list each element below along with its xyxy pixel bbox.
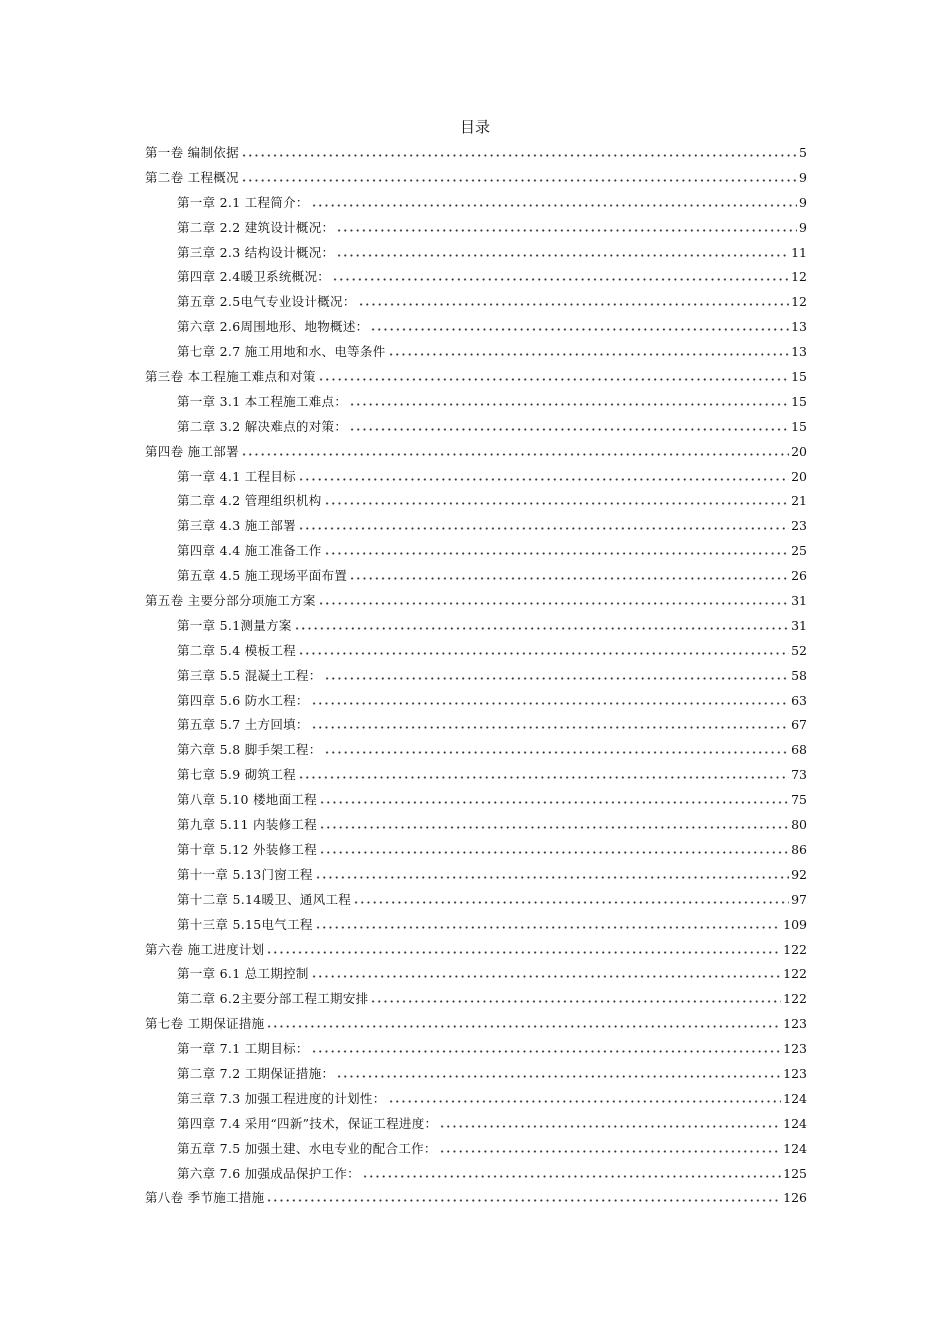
toc-entry-page-number: 67	[791, 717, 807, 733]
toc-entry-label: 第二章 6.2主要分部工程工期安排	[177, 991, 369, 1007]
toc-entry-label: 第一章 7.1 工期目标：	[177, 1041, 309, 1057]
toc-dot-leader	[298, 468, 789, 482]
toc-entry-label: 第三章 4.3 施工部署	[177, 518, 296, 534]
toc-entry-label: 第三卷 本工程施工难点和对策	[145, 369, 316, 385]
toc-entry-page-number: 126	[783, 1190, 807, 1206]
toc-entry-chapter[interactable]	[145, 317, 807, 342]
toc-entry-page-number: 11	[791, 244, 807, 260]
toc-entry-label: 第五章 5.7 土方回填：	[177, 717, 309, 733]
toc-entry-label: 第四章 2.4暖卫系统概况：	[177, 269, 331, 285]
toc-entry-volume[interactable]	[145, 1014, 807, 1039]
toc-entry-label: 第二章 7.2 工期保证措施：	[177, 1065, 335, 1081]
toc-entry-chapter[interactable]	[145, 691, 807, 716]
toc-dot-leader	[319, 816, 789, 830]
toc-dot-leader	[362, 1165, 781, 1179]
toc-dot-leader	[266, 1015, 781, 1029]
toc-entry-label: 第一章 6.1 总工期控制	[177, 966, 309, 982]
toc-entry-page-number: 9	[799, 219, 807, 235]
toc-dot-leader	[298, 517, 789, 531]
toc-entry-page-number: 31	[791, 617, 807, 633]
toc-entry-chapter[interactable]	[145, 715, 807, 740]
toc-entry-chapter[interactable]	[145, 740, 807, 765]
toc-entry-chapter[interactable]	[145, 1039, 807, 1064]
toc-dot-leader	[294, 617, 789, 631]
toc-entry-page-number: 63	[791, 692, 807, 708]
toc-title: 目录	[459, 118, 490, 136]
toc-entry-page-number: 21	[791, 493, 807, 509]
toc-entry-page-number: 125	[783, 1165, 807, 1181]
toc-entry-page-number: 15	[791, 393, 807, 409]
toc-entry-page-number: 73	[791, 767, 807, 783]
toc-entry-chapter[interactable]	[145, 616, 807, 641]
toc-entry-page-number: 123	[783, 1041, 807, 1057]
toc-entry-chapter[interactable]	[145, 243, 807, 268]
toc-entry-label: 第一章 4.1 工程目标	[177, 468, 296, 484]
toc-entry-volume[interactable]	[145, 940, 807, 965]
toc-entry-page-number: 15	[791, 418, 807, 434]
toc-entry-page-number: 31	[791, 593, 807, 609]
toc-dot-leader	[241, 443, 789, 457]
toc-entry-chapter[interactable]	[145, 1139, 807, 1164]
toc-dot-leader	[318, 592, 789, 606]
toc-dot-leader	[388, 343, 790, 357]
toc-entry-label: 第九章 5.11 内装修工程	[177, 817, 317, 833]
toc-entry-label: 第二卷 工程概况	[145, 169, 239, 185]
toc-entry-chapter[interactable]	[145, 267, 807, 292]
toc-entry-label: 第五章 7.5 加强土建、水电专业的配合工作：	[177, 1140, 437, 1156]
toc-entry-page-number: 109	[783, 916, 807, 932]
toc-entry-chapter[interactable]	[145, 790, 807, 815]
toc-entry-label: 第二章 4.2 管理组织机构	[177, 493, 322, 509]
toc-entry-page-number: 25	[791, 543, 807, 559]
toc-entry-page-number: 97	[791, 891, 807, 907]
toc-entry-chapter[interactable]	[145, 417, 807, 442]
toc-entry-label: 第十章 5.12 外装修工程	[177, 841, 317, 857]
toc-entry-chapter[interactable]	[145, 342, 807, 367]
toc-entry-label: 第四章 4.4 施工准备工作	[177, 543, 322, 559]
toc-entry-label: 第七卷 工期保证措施	[145, 1016, 265, 1032]
toc-entry-chapter[interactable]	[145, 815, 807, 840]
toc-entry-chapter[interactable]	[145, 566, 807, 591]
toc-entry-page-number: 13	[791, 344, 807, 360]
toc-dot-leader	[353, 891, 789, 905]
toc-entry-label: 第十三章 5.15电气工程	[177, 916, 313, 932]
toc-dot-leader	[324, 492, 790, 506]
toc-entry-chapter[interactable]	[145, 218, 807, 243]
toc-entry-chapter[interactable]	[145, 392, 807, 417]
toc-entry-volume[interactable]	[145, 591, 807, 616]
toc-entry-chapter[interactable]	[145, 491, 807, 516]
toc-entry-label: 第六章 2.6周围地形、地物概述：	[177, 319, 369, 335]
toc-dot-leader	[315, 916, 781, 930]
toc-entry-page-number: 9	[799, 194, 807, 210]
toc-entry-chapter[interactable]	[145, 915, 807, 940]
toc-entry-volume[interactable]	[145, 367, 807, 392]
toc-entry-chapter[interactable]	[145, 193, 807, 218]
toc-dot-leader	[439, 1140, 781, 1154]
toc-dot-leader	[311, 965, 781, 979]
toc-entry-label: 第六卷 施工进度计划	[145, 941, 265, 957]
toc-entry-page-number: 23	[791, 518, 807, 534]
toc-entry-label: 第三章 7.3 加强工程进度的计划性：	[177, 1090, 386, 1106]
toc-entry-chapter[interactable]	[145, 541, 807, 566]
toc-dot-leader	[266, 1189, 781, 1203]
toc-dot-leader	[336, 244, 789, 258]
toc-entry-volume[interactable]	[145, 143, 807, 168]
toc-dot-leader	[266, 941, 781, 955]
toc-dot-leader	[311, 1040, 781, 1054]
table-of-contents	[145, 143, 807, 1213]
toc-entry-label: 第七章 2.7 施工用地和水、电等条件	[177, 344, 386, 360]
toc-entry-label: 第五章 2.5电气专业设计概况：	[177, 294, 356, 310]
toc-entry-chapter[interactable]	[145, 1089, 807, 1114]
toc-entry-volume[interactable]	[145, 168, 807, 193]
toc-entry-chapter[interactable]	[145, 964, 807, 989]
toc-entry-chapter[interactable]	[145, 1064, 807, 1089]
toc-dot-leader	[332, 268, 789, 282]
toc-entry-label: 第六章 7.6 加强成品保护工作：	[177, 1165, 360, 1181]
toc-entry-label: 第二章 5.4 模板工程	[177, 642, 296, 658]
toc-dot-leader	[319, 791, 789, 805]
toc-entry-chapter[interactable]	[145, 890, 807, 915]
toc-entry-label: 第四章 5.6 防水工程：	[177, 692, 309, 708]
toc-dot-leader	[324, 542, 790, 556]
toc-dot-leader	[315, 866, 789, 880]
toc-dot-leader	[324, 741, 790, 755]
toc-entry-page-number: 75	[791, 792, 807, 808]
toc-entry-page-number: 13	[791, 319, 807, 335]
toc-dot-leader	[298, 766, 789, 780]
toc-dot-leader	[311, 194, 797, 208]
toc-dot-leader	[324, 667, 790, 681]
toc-entry-label: 第五卷 主要分部分项施工方案	[145, 593, 316, 609]
toc-entry-label: 第一卷 编制依据	[145, 145, 239, 160]
toc-entry-volume[interactable]	[145, 442, 807, 467]
toc-entry-label: 第八章 5.10 楼地面工程	[177, 792, 317, 808]
toc-entry-chapter[interactable]	[145, 666, 807, 691]
toc-entry-chapter[interactable]	[145, 1114, 807, 1139]
toc-entry-label: 第十一章 5.13门窗工程	[177, 866, 313, 882]
toc-dot-leader	[241, 169, 797, 183]
toc-dot-leader	[370, 990, 781, 1004]
toc-entry-label: 第一章 2.1 工程简介：	[177, 194, 309, 210]
toc-entry-page-number: 20	[791, 443, 807, 459]
toc-entry-chapter[interactable]	[145, 292, 807, 317]
toc-entry-page-number: 80	[791, 817, 807, 833]
toc-entry-page-number: 124	[783, 1090, 807, 1106]
toc-dot-leader	[319, 841, 789, 855]
toc-dot-leader	[298, 642, 789, 656]
toc-dot-leader	[241, 144, 797, 158]
toc-entry-chapter[interactable]	[145, 1164, 807, 1189]
toc-dot-leader	[336, 219, 797, 233]
toc-entry-page-number: 15	[791, 369, 807, 385]
toc-entry-label: 第十二章 5.14暖卫、通风工程	[177, 891, 352, 907]
toc-entry-page-number: 123	[783, 1065, 807, 1081]
toc-entry-page-number: 9	[799, 169, 807, 185]
toc-dot-leader	[370, 318, 789, 332]
toc-entry-label: 第一章 5.1测量方案	[177, 617, 292, 633]
toc-entry-page-number: 122	[783, 941, 807, 957]
toc-entry-page-number: 122	[783, 966, 807, 982]
toc-entry-label: 第七章 5.9 砌筑工程	[177, 767, 296, 783]
toc-entry-page-number: 52	[791, 642, 807, 658]
toc-dot-leader	[311, 716, 789, 730]
toc-dot-leader	[336, 1065, 781, 1079]
toc-entry-page-number: 58	[791, 667, 807, 683]
toc-entry-page-number: 86	[791, 841, 807, 857]
toc-dot-leader	[349, 418, 789, 432]
toc-dot-leader	[358, 293, 789, 307]
toc-dot-leader	[311, 692, 789, 706]
toc-entry-label: 第三章 5.5 混凝土工程：	[177, 667, 322, 683]
toc-dot-leader	[439, 1115, 781, 1129]
toc-entry-chapter[interactable]	[145, 840, 807, 865]
toc-dot-leader	[318, 368, 789, 382]
toc-entry-page-number: 124	[783, 1140, 807, 1156]
toc-entry-label: 第二章 3.2 解决难点的对策：	[177, 418, 348, 434]
toc-dot-leader	[349, 393, 789, 407]
toc-entry-chapter[interactable]	[145, 989, 807, 1014]
toc-entry-chapter[interactable]	[145, 765, 807, 790]
toc-entry-chapter[interactable]	[145, 865, 807, 890]
toc-entry-page-number: 122	[783, 991, 807, 1007]
toc-entry-page-number: 20	[791, 468, 807, 484]
toc-entry-label: 第八卷 季节施工措施	[145, 1190, 265, 1206]
toc-entry-page-number: 68	[791, 742, 807, 758]
toc-entry-page-number: 12	[791, 294, 807, 310]
toc-entry-label: 第四卷 施工部署	[145, 443, 239, 459]
toc-entry-chapter[interactable]	[145, 467, 807, 492]
toc-entry-page-number: 124	[783, 1115, 807, 1131]
toc-entry-label: 第一章 3.1 本工程施工难点：	[177, 393, 348, 409]
toc-entry-label: 第三章 2.3 结构设计概况：	[177, 244, 335, 260]
toc-entry-page-number: 12	[791, 269, 807, 285]
toc-entry-page-number: 123	[783, 1016, 807, 1032]
toc-entry-page-number: 26	[791, 568, 807, 584]
toc-entry-chapter[interactable]	[145, 641, 807, 666]
toc-entry-label: 第四章 7.4 采用“四新”技术，保证工程进度：	[177, 1115, 438, 1131]
toc-entry-page-number: 5	[799, 145, 807, 160]
toc-dot-leader	[388, 1090, 782, 1104]
toc-entry-label: 第六章 5.8 脚手架工程：	[177, 742, 322, 758]
toc-entry-chapter[interactable]	[145, 516, 807, 541]
toc-dot-leader	[349, 567, 789, 581]
toc-entry-label: 第二章 2.2 建筑设计概况：	[177, 219, 335, 235]
toc-entry-page-number: 92	[791, 866, 807, 882]
toc-entry-label: 第五章 4.5 施工现场平面布置	[177, 568, 348, 584]
toc-entry-volume[interactable]	[145, 1188, 807, 1213]
